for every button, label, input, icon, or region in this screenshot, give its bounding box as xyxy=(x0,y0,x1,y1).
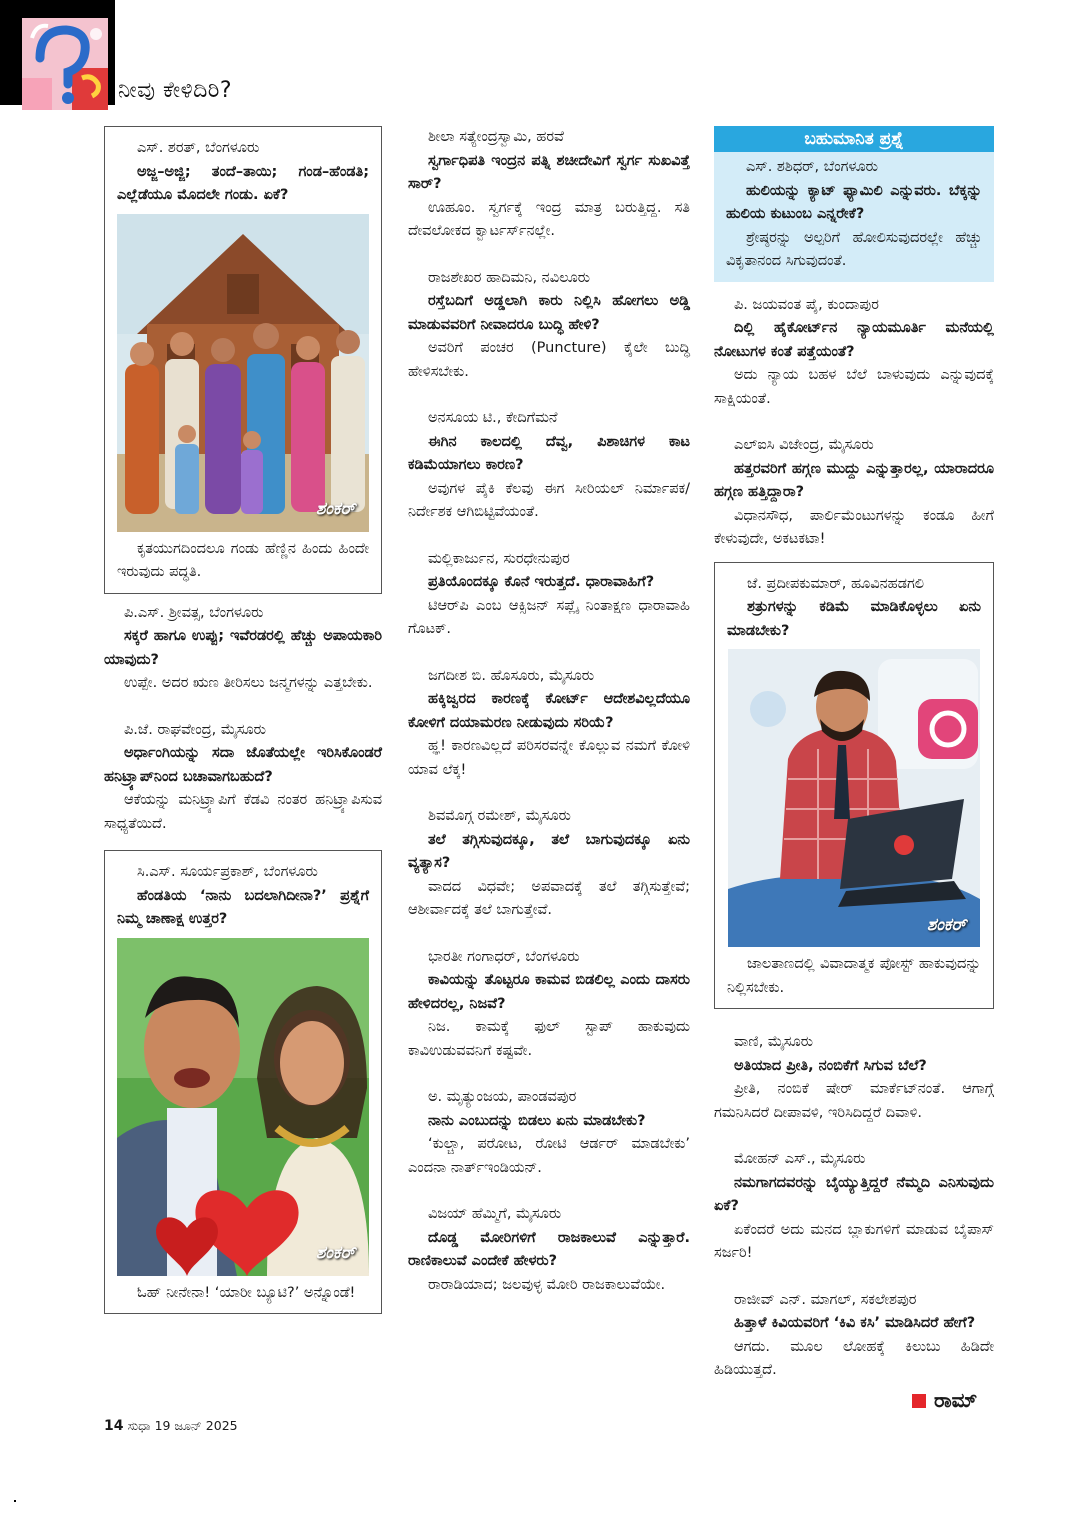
crop-mark xyxy=(14,1500,16,1502)
asker-name: ಜೆ. ಪ್ರದೀಪಕುಮಾರ್, ಹೂವಿನಹಡಗಲಿ xyxy=(747,575,925,592)
asker-name: ಭಾರತೀ ಗಂಗಾಧರ್, ಬೆಂಗಳೂರು xyxy=(428,948,580,965)
asker-name: ಮಲ್ಲಿಕಾರ್ಜುನ, ಸುರಧೇನುಪುರ xyxy=(428,550,570,567)
question-text: ದೊಡ್ಡ ಮೋರಿಗಳಿಗೆ ರಾಜಕಾಲುವೆ ಎನ್ನುತ್ತಾರೆ. ರಾಣಿಕಾಲುವೆ ಎಂದೇಕೆ ಹೇಳರು? xyxy=(408,1229,690,1269)
answer-text: ಆಕೆಯನ್ನು ಮನಿಟ್ರ್ಯಾಪಿಗೆ ಕೆಡವಿ ನಂತರ ಹನಿಟ್ರ್ಯಾಪಿಸುವ ಸಾಧ್ಯತೆಯಿದೆ. xyxy=(104,792,382,832)
qa-item xyxy=(408,548,690,642)
answer-text: ಏಕೆಂದರೆ ಅದು ಮನದ ಬ್ಲಾಕುಗಳಿಗೆ ಮಾಡುವ ಬೈಪಾಸ್ ಸರ್ಜರಿ! xyxy=(714,1221,994,1261)
asker-name: ಎಲ್‌ಐಸಿ ವಿಜೇಂದ್ರ, ಮೈಸೂರು xyxy=(734,437,874,453)
magazine-name: ಸುಧಾ xyxy=(127,1418,151,1433)
answer-text: ಶ್ರೇಷ್ಠರನ್ನು ಅಲ್ಪರಿಗೆ ಹೋಲಿಸುವುದರಲ್ಲೇ ಹೆಚ್ಚು ವಿಕೃತಾನಂದ ಸಿಗುವುದಂತೆ. xyxy=(726,229,982,269)
issue-date: 19 ಜೂನ್ 2025 xyxy=(154,1418,238,1433)
asker-name: ಎಸ್. ಶಶಿಧರ್, ಬೆಂಗಳೂರು xyxy=(746,159,878,175)
question-text: ಹುಲಿಯನ್ನು ಕ್ಯಾಟ್ ಫ್ಯಾಮಿಲಿ ಎನ್ನುವರು. ಬೆಕ್ಕನ್ನು ಹುಲಿಯ ಕುಟುಂಬ ಎನ್ನರೇಕೆ? xyxy=(726,182,982,222)
answer-caption: ಜಾಲತಾಣದಲ್ಲಿ ವಿವಾದಾತ್ಮಕ ಪೋಸ್ಟ್ ಹಾಕುವುದನ್ನು ನಿಲ್ಲಿಸಬೇಕು. xyxy=(727,956,981,996)
answer-text: ನಿಜ. ಕಾಮಕ್ಕೆ ಫುಲ್ ಸ್ಟಾಪ್ ಹಾಕುವುದು ಕಾವಿಉಡುವವನಿಗೆ ಕಷ್ಟವೇ. xyxy=(408,1019,690,1059)
answer-text: ಅವುಗಳ ಪೈಕಿ ಕೆಲವು ಈಗ ಸೀರಿಯಲ್ ನಿರ್ಮಾಪಕ/ನಿರ್ದೇಶಕ ಆಗಿಬಿಟ್ಟಿವೆಯಂತೆ. xyxy=(408,480,690,520)
asker-name: ಅ. ಮೃತ್ಯುಂಜಯ, ಪಾಂಡವಪುರ xyxy=(428,1089,577,1105)
column-1 xyxy=(104,126,382,1314)
asker-name: ಸಿ.ಎಸ್. ಸೂರ್ಯಪ್ರಕಾಶ್, ಬೆಂಗಳೂರು xyxy=(137,864,318,880)
question-text: ದಿಲ್ಲಿ ಹೈಕೋರ್ಟ್‌ನ ನ್ಯಾಯಮೂರ್ತಿ ಮನೆಯಲ್ಲಿ ನೋಟುಗಳ ಕಂತೆ ಪತ್ತೆಯಂತೆ? xyxy=(714,320,994,360)
qa-item xyxy=(714,1031,994,1125)
qa-item xyxy=(408,267,690,385)
section-title: ನೀವು ಕೇಳಿದಿರಿ? xyxy=(118,78,233,103)
answer-text: ಉಪ್ಪೇ. ಅದರ ಋಣ ತೀರಿಸಲು ಜನ್ಮಗಳನ್ನು ಎತ್ತಬೇಕು. xyxy=(124,675,373,691)
question-text: ರಸ್ತೆಬದಿಗೆ ಅಡ್ಡಲಾಗಿ ಕಾರು ನಿಲ್ಲಿಸಿ ಹೋಗಲು ಅಡ್ಡಿ ಮಾಡುವವರಿಗೆ ನೀವಾದರೂ ಬುದ್ಧಿ ಹೇಳಿ? xyxy=(408,293,690,333)
asker-name: ಎಸ್. ಶರತ್, ಬೆಂಗಳೂರು xyxy=(137,140,260,156)
featured-title: ಬಹುಮಾನಿತ ಪ್ರಶ್ನೆ xyxy=(714,126,994,152)
qa-item xyxy=(408,407,690,525)
asker-name: ಶೀಲಾ ಸತ್ಯೇಂದ್ರಸ್ವಾಮಿ, ಹರವೆ xyxy=(428,129,564,145)
question-text: ನಾನು ಎಂಬುದನ್ನು ಬಿಡಲು ಏನು ಮಾಡಬೇಕು? xyxy=(428,1112,646,1129)
question-text: ಸಕ್ಕರೆ ಹಾಗೂ ಉಪ್ಪು; ಇವೆರಡರಲ್ಲಿ ಹೆಚ್ಚು ಅಪಾಯಕಾರಿ ಯಾವುದು? xyxy=(104,628,382,668)
qa-box-couple xyxy=(104,850,382,1314)
answer-text: ‘ಕುಲ್ಚಾ, ಪರೋಟ, ರೋಟಿ ಆರ್ಡರ್ ಮಾಡಬೇಕು’ ಎಂದನಾ ನಾರ್ತ್‌ಇಂಡಿಯನ್. xyxy=(408,1136,690,1176)
answer-text: ಹ್ಞ! ಕಾರಣವಿಲ್ಲದೆ ಪರಿಸರವನ್ನೇ ಕೊಲ್ಲುವ ನಮಗೆ ಕೋಳಿ ಯಾವ ಲೆಕ್ಕ! xyxy=(408,738,690,778)
question-text: ತಲೆ ತಗ್ಗಿಸುವುದಕ್ಕೂ, ತಲೆ ಬಾಗುವುದಕ್ಕೂ ಏನು ವ್ಯತ್ಯಾಸ? xyxy=(408,831,690,871)
answer-text: ವಿಧಾನಸೌಧ, ಪಾರ್ಲಿಮೆಂಟುಗಳನ್ನು ಕಂಡೂ ಹೀಗೆ ಕೇಳುವುದೇ, ಅಕಟಕಟಾ! xyxy=(714,507,994,547)
qa-item xyxy=(104,602,382,696)
qa-item xyxy=(714,1289,994,1383)
featured-question-box xyxy=(714,126,994,282)
cartoon-joint-family-image xyxy=(117,214,369,532)
answer-text: ಟಿಆರ್‌ಪಿ ಎಂಬ ಆಕ್ಸಿಜನ್ ಸಪ್ಲೈ ನಿಂತಾಕ್ಷಣ ಧಾರಾವಾಹಿ ಗೊಟಕ್. xyxy=(408,597,690,637)
qa-item xyxy=(714,294,994,412)
asker-name: ಅನಸೂಯ ಟಿ., ಕೇದಿಗೆಮನೆ xyxy=(428,410,558,426)
qa-item xyxy=(408,805,690,923)
qa-box-family xyxy=(104,126,382,594)
question-mark-icon xyxy=(22,18,108,110)
question-text: ಹತ್ತರವರಿಗೆ ಹಗ್ಗಣ ಮುದ್ದು ಎನ್ನುತ್ತಾರಲ್ಲ, ಯಾರಾದರೂ ಹಗ್ಗಣ ಹತ್ತಿದ್ದಾರಾ? xyxy=(714,460,994,500)
asker-name: ಪಿ. ಜಯವಂತ ಪೈ, ಕುಂದಾಪುರ xyxy=(734,296,879,313)
question-text: ಪ್ರತಿಯೊಂದಕ್ಕೂ ಕೊನೆ ಇರುತ್ತದೆ. ಧಾರಾವಾಹಿಗೆ? xyxy=(428,574,655,590)
page-footer xyxy=(104,1418,238,1434)
answer-text: ಊಹೂಂ. ಸ್ವರ್ಗಕ್ಕೆ ಇಂದ್ರ ಮಾತ್ರ ಬರುತ್ತಿದ್ದ. ಸತಿ ದೇವಲೋಕದ ಕ್ವಾರ್ಟರ್ಸ್‌ನಲ್ಲೇ. xyxy=(408,199,690,239)
answer-text: ವಾದದ ವಿಧವೇ; ಅಪವಾದಕ್ಕೆ ತಲೆ ತಗ್ಗಿಸುತ್ತೇವೆ; ಆಶೀರ್ವಾದಕ್ಕೆ ತಲೆ ಬಾಗುತ್ತೇವೆ. xyxy=(408,878,690,918)
asker-name: ವಿಜಯ್ ಹೆಮ್ಮಿಗೆ, ಮೈಸೂರು xyxy=(428,1206,562,1222)
question-text: ನಮಗಾಗದವರನ್ನು ಬೈಯ್ಯುತ್ತಿದ್ದರೆ ನೆಮ್ಮದಿ ಎನಿಸುವುದು ಏಕೆ? xyxy=(714,1174,994,1214)
artist-signature: ಶಂಕರ್ xyxy=(927,914,966,935)
column-3 xyxy=(714,126,994,1406)
qa-item xyxy=(408,126,690,244)
asker-name: ಪಿ.ಎಸ್. ಶ್ರೀವತ್ಸ, ಬೆಂಗಳೂರು xyxy=(124,604,264,621)
answer-caption: ಓಹ್ ನೀನೇನಾ! ‘ಯಾರೀ ಬ್ಯೂಟಿ?’ ಅನ್ನೊಂಡೆ! xyxy=(137,1284,356,1301)
question-text: ಅಜ್ಜ–ಅಜ್ಜಿ; ತಂದೆ–ತಾಯಿ; ಗಂಡ–ಹೆಂಡತಿ; ಎಲ್ಲೆಡೆಯೂ ಮೊದಲೇ ಗಂಡು. ಏಕೆ? xyxy=(117,163,369,203)
qa-item xyxy=(408,946,690,1064)
question-text: ಕಾವಿಯನ್ನು ತೊಟ್ಟರೂ ಕಾಮವ ಬಿಡಲಿಲ್ಲ ಎಂದು ದಾಸರು ಹೇಳಿದರಲ್ಲ, ನಿಜವೆ? xyxy=(408,972,690,1012)
qa-item xyxy=(714,1148,994,1266)
question-logo xyxy=(22,18,108,110)
cartoon-man-laptop-image xyxy=(728,649,980,947)
qa-item xyxy=(104,719,382,837)
question-text: ಅರ್ಧಾಂಗಿಯನ್ನು ಸದಾ ಜೊತೆಯಲ್ಲೇ ಇರಿಸಿಕೊಂಡರೆ ಹನಿಟ್ರ್ಯಾಪ್‌ನಿಂದ ಬಚಾವಾಗಬಹುದೆ? xyxy=(104,745,382,785)
author-credit xyxy=(912,1388,977,1412)
asker-name: ಶಿವಮೊಗ್ಗ ರಮೇಶ್, ಮೈಸೂರು xyxy=(428,808,571,824)
answer-text: ಪ್ರೀತಿ, ನಂಬಿಕೆ ಷೇರ್ ಮಾರ್ಕೆಟ್‌ನಂತೆ. ಆಗಾಗ್ಗೆ ಗಮನಿಸಿದರೆ ದೀಪಾವಳಿ, ಇರಿಸಿದಿದ್ದರೆ ದಿವಾಳಿ. xyxy=(714,1081,994,1121)
asker-name: ರಾಜೀವ್ ಎನ್. ಮಾಗಲ್, ಸಕಲೇಶಪುರ xyxy=(734,1291,917,1308)
red-square-icon xyxy=(912,1394,926,1408)
asker-name: ಪಿ.ಜೆ. ರಾಘವೇಂದ್ರ, ಮೈಸೂರು xyxy=(124,721,266,738)
answer-text: ಅದು ನ್ಯಾಯ ಬಹಳ ಬೆಲೆ ಬಾಳುವುದು ಎನ್ನುವುದಕ್ಕೆ ಸಾಕ್ಷಿಯಂತೆ. xyxy=(714,367,994,407)
answer-text: ರಾರಾಡಿಯಾದ; ಜಲವುಳ್ಳ ಮೋರಿ ರಾಜಕಾಲುವೆಯೇ. xyxy=(428,1276,666,1293)
artist-signature: ಶಂಕರ್ xyxy=(316,1243,355,1263)
question-text: ಈಗಿನ ಕಾಲದಲ್ಲಿ ದೆವ್ವ, ಪಿಶಾಚಿಗಳ ಕಾಟ ಕಡಿಮೆಯಾಗಲು ಕಾರಣ? xyxy=(408,433,690,473)
cartoon-couple-image xyxy=(117,938,369,1276)
question-text: ಶತ್ರುಗಳನ್ನು ಕಡಿಮೆ ಮಾಡಿಕೊಳ್ಳಲು ಏನು ಮಾಡಬೇಕು? xyxy=(727,599,981,639)
page-number: 14 xyxy=(104,1418,124,1434)
asker-name: ರಾಜಶೇಖರ ಹಾದಿಮನಿ, ನವಿಲೂರು xyxy=(428,269,591,286)
qa-item xyxy=(408,665,690,783)
asker-name: ಜಗದೀಶ ಬಿ. ಹೊಸೂರು, ಮೈಸೂರು xyxy=(428,667,595,684)
qa-item xyxy=(408,1203,690,1297)
qa-item xyxy=(714,434,994,552)
artist-signature: ಶಂಕರ್ xyxy=(316,499,355,519)
qa-item xyxy=(408,1086,690,1180)
answer-text: ಅವರಿಗೆ ಪಂಚರ (Puncture) ಕೈಲೇ ಬುದ್ಧಿ ಹೇಳಿಸಬೇಕು. xyxy=(408,340,690,380)
question-text: ಹಕ್ಕಿಜ್ವರದ ಕಾರಣಕ್ಕೆ ಕೋರ್ಟ್ ಆದೇಶವಿಲ್ಲದೆಯೂ ಕೋಳಿಗೆ ದಯಾಮರಣ ನೀಡುವುದು ಸರಿಯೆ? xyxy=(408,691,690,731)
question-text: ಅತಿಯಾದ ಪ್ರೀತಿ, ನಂಬಿಕೆಗೆ ಸಿಗುವ ಬೆಲೆ? xyxy=(734,1057,927,1074)
question-text: ಹೆಂಡತಿಯ ‘ನಾನು ಬದಲಾಗಿದೀನಾ?’ ಪ್ರಶ್ನೆಗೆ ನಿಮ್ಮ ಚಾಣಾಕ್ಷ ಉತ್ತರ? xyxy=(117,887,369,927)
answer-caption: ಕೃತಯುಗದಿಂದಲೂ ಗಂಡು ಹೆಣ್ಣಿನ ಹಿಂದು ಹಿಂದೇ ಇರುವುದು ಪದ್ಧತಿ. xyxy=(117,540,369,580)
author-name: ರಾಮ್ xyxy=(934,1388,978,1412)
question-text: ಹಿತ್ತಾಳೆ ಕಿವಿಯವರಿಗೆ ‘ಕಿವಿ ಕಸಿ’ ಮಾಡಿಸಿದರೆ ಹೇಗೆ? xyxy=(734,1315,976,1331)
column-2 xyxy=(408,126,690,1320)
asker-name: ವಾಣಿ, ಮೈಸೂರು xyxy=(734,1034,814,1050)
asker-name: ಮೋಹನ್ ಎಸ್., ಮೈಸೂರು xyxy=(734,1151,866,1167)
answer-text: ಆಗದು. ಮೂಲ ಲೋಹಕ್ಕೆ ಕಿಲುಬು ಹಿಡಿದೇ ಹಿಡಿಯುತ್ತದೆ. xyxy=(714,1338,994,1378)
qa-box-laptop xyxy=(714,562,994,1010)
question-text: ಸ್ವರ್ಗಾಧಿಪತಿ ಇಂದ್ರನ ಪತ್ನಿ ಶಚೀದೇವಿಗೆ ಸ್ವರ್ಗ ಸುಖವಿತ್ತೆ ಸಾರ್? xyxy=(408,152,690,192)
